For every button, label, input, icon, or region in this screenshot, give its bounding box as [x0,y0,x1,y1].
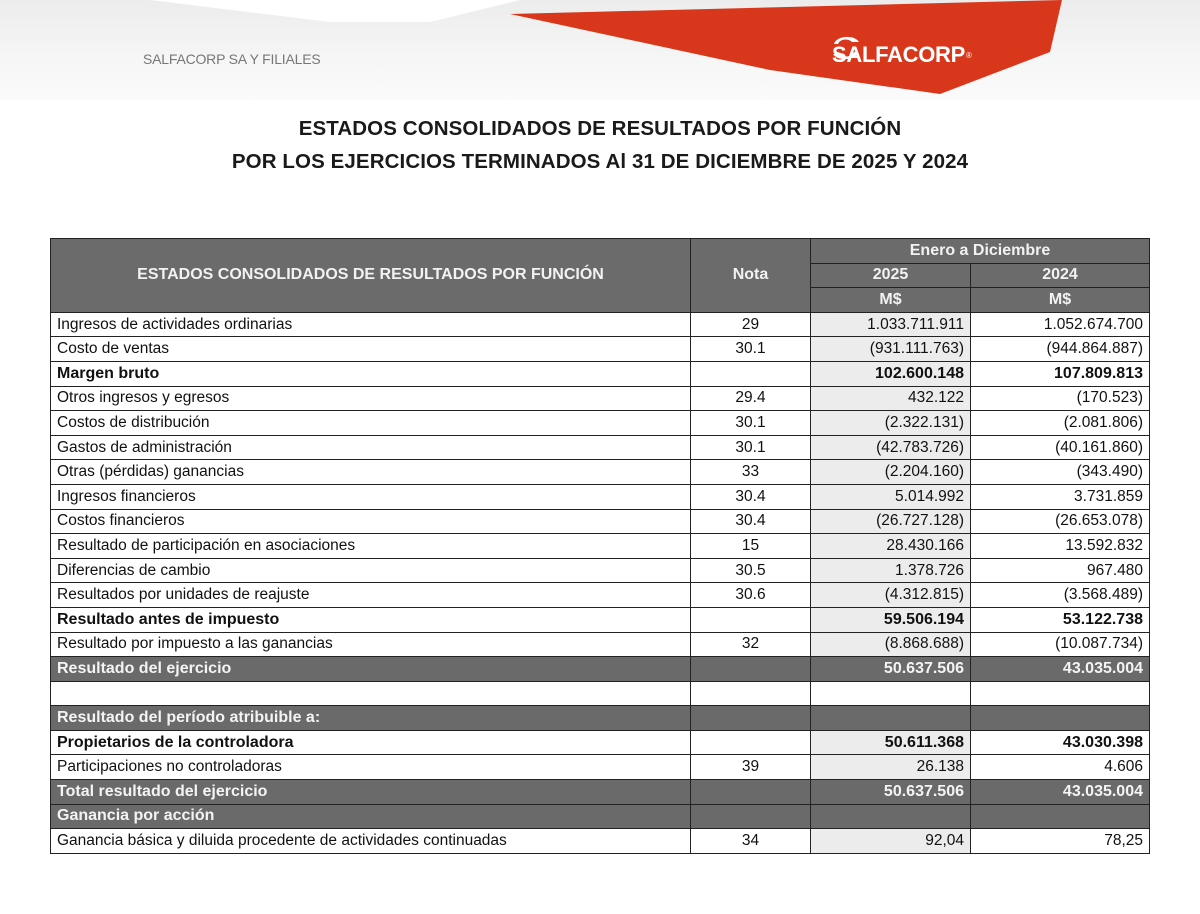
row-nota: 30.1 [691,411,811,436]
row-description: Resultado del período atribuible a: [51,706,691,731]
row-description: Propietarios de la controladora [51,730,691,755]
row-value-2024: 53.122.738 [971,607,1150,632]
row-nota: 30.6 [691,583,811,608]
row-value-2025: (931.111.763) [811,337,971,362]
row-nota: 30.5 [691,558,811,583]
row-value-2024: 13.592.832 [971,534,1150,559]
table-row [51,583,1150,608]
salfacorp-logo [828,30,972,80]
row-nota: 30.1 [691,435,811,460]
row-value-2025: 28.430.166 [811,534,971,559]
row-value-2025: 50.637.506 [811,780,971,805]
row-value-2024: (40.161.860) [971,435,1150,460]
row-description: Resultado de participación en asociaciones [51,534,691,559]
row-value-2024: (3.568.489) [971,583,1150,608]
row-nota: 29 [691,312,811,337]
table-row [51,829,1150,854]
logo-registered-mark: ® [965,50,972,60]
document-subtitle: POR LOS EJERCICIOS TERMINADOS Al 31 DE DICIEMBRE DE 2025 Y 2024 [231,150,969,173]
row-value-2025: 432.122 [811,386,971,411]
table-row [51,460,1150,485]
row-description: Ganancia básica y diluida procedente de actividades continuadas [51,829,691,854]
row-nota [691,361,811,386]
table-row [51,681,1150,706]
banner-graphic [0,0,1200,100]
row-description: Costo de ventas [51,337,691,362]
row-nota [691,681,811,706]
row-nota [691,780,811,805]
row-value-2025: 1.033.711.911 [811,312,971,337]
header-nota: Nota [691,239,811,313]
row-value-2025: 5.014.992 [811,484,971,509]
table-row [51,755,1150,780]
row-description: Costos de distribución [51,411,691,436]
row-description: Resultado por impuesto a las ganancias [51,632,691,657]
header-unit-2024: M$ [971,288,1150,313]
header-year-2024: 2024 [971,263,1150,288]
row-description: Ganancia por acción [51,804,691,829]
row-description: Margen bruto [51,361,691,386]
row-nota [691,607,811,632]
row-nota: 34 [691,829,811,854]
row-description: Resultado antes de impuesto [51,607,691,632]
row-nota: 39 [691,755,811,780]
row-value-2024: 3.731.859 [971,484,1150,509]
row-value-2025: (26.727.128) [811,509,971,534]
row-value-2024: (343.490) [971,460,1150,485]
row-value-2024: 107.809.813 [971,361,1150,386]
row-nota: 32 [691,632,811,657]
row-value-2024: (26.653.078) [971,509,1150,534]
row-description: Total resultado del ejercicio [51,780,691,805]
row-value-2025: (2.204.160) [811,460,971,485]
table-row [51,484,1150,509]
banner-white-wedge [150,0,520,22]
header-year-2025: 2025 [811,263,971,288]
table-row [51,411,1150,436]
row-description: Resultado del ejercicio [51,657,691,682]
table-row [51,657,1150,682]
header-description: ESTADOS CONSOLIDADOS DE RESULTADOS POR FUNCIÓN [51,239,691,313]
row-description: Gastos de administración [51,435,691,460]
row-nota: 30.1 [691,337,811,362]
table-row [51,435,1150,460]
header-period: Enero a Diciembre [811,239,1150,264]
table-row [51,558,1150,583]
table-row [51,386,1150,411]
row-description: Otros ingresos y egresos [51,386,691,411]
row-value-2024: 78,25 [971,829,1150,854]
row-value-2025: 59.506.194 [811,607,971,632]
row-value-2025: (2.322.131) [811,411,971,436]
row-value-2025: 26.138 [811,755,971,780]
table-row [51,361,1150,386]
row-value-2025: 1.378.726 [811,558,971,583]
table-row [51,804,1150,829]
row-value-2025: (8.868.688) [811,632,971,657]
row-description: Otras (pérdidas) ganancias [51,460,691,485]
company-name: SALFACORP SA Y FILIALES [143,51,321,67]
row-value-2025: 50.637.506 [811,657,971,682]
row-value-2024: 43.030.398 [971,730,1150,755]
row-value-2024 [971,706,1150,731]
row-value-2025 [811,706,971,731]
row-value-2024: (2.081.806) [971,411,1150,436]
row-description: Costos financieros [51,509,691,534]
row-description: Resultados por unidades de reajuste [51,583,691,608]
row-value-2025 [811,804,971,829]
header-banner [0,0,1200,100]
row-value-2024: (170.523) [971,386,1150,411]
salfacorp-swirl-icon [828,30,864,66]
logo-text: SALFACORP [832,42,965,67]
row-value-2025: 50.611.368 [811,730,971,755]
row-description: Ingresos de actividades ordinarias [51,312,691,337]
row-nota [691,804,811,829]
row-description: Diferencias de cambio [51,558,691,583]
table-row [51,632,1150,657]
row-nota [691,706,811,731]
row-nota: 30.4 [691,509,811,534]
row-nota: 29.4 [691,386,811,411]
row-nota: 15 [691,534,811,559]
row-value-2024: (944.864.887) [971,337,1150,362]
row-value-2024: (10.087.734) [971,632,1150,657]
table-row [51,607,1150,632]
table-row [51,337,1150,362]
row-description: Participaciones no controladoras [51,755,691,780]
row-value-2024 [971,681,1150,706]
row-value-2025 [811,681,971,706]
table-row [51,509,1150,534]
row-description: Ingresos financieros [51,484,691,509]
table-row [51,312,1150,337]
row-value-2025: 102.600.148 [811,361,971,386]
row-nota: 30.4 [691,484,811,509]
row-value-2024: 4.606 [971,755,1150,780]
banner-red-wedge [510,0,1062,94]
row-description [51,681,691,706]
header-unit-2025: M$ [811,288,971,313]
income-statement-table [50,238,1150,854]
table-row [51,780,1150,805]
row-value-2025: 92,04 [811,829,971,854]
table-row [51,706,1150,731]
row-value-2024 [971,804,1150,829]
row-value-2024: 43.035.004 [971,657,1150,682]
row-value-2025: (42.783.726) [811,435,971,460]
table-row [51,730,1150,755]
row-nota: 33 [691,460,811,485]
document-title: ESTADOS CONSOLIDADOS DE RESULTADOS POR FUNCIÓN [298,117,902,140]
table-row [51,534,1150,559]
row-value-2025: (4.312.815) [811,583,971,608]
row-value-2024: 1.052.674.700 [971,312,1150,337]
row-value-2024: 967.480 [971,558,1150,583]
row-nota [691,730,811,755]
row-value-2024: 43.035.004 [971,780,1150,805]
row-nota [691,657,811,682]
